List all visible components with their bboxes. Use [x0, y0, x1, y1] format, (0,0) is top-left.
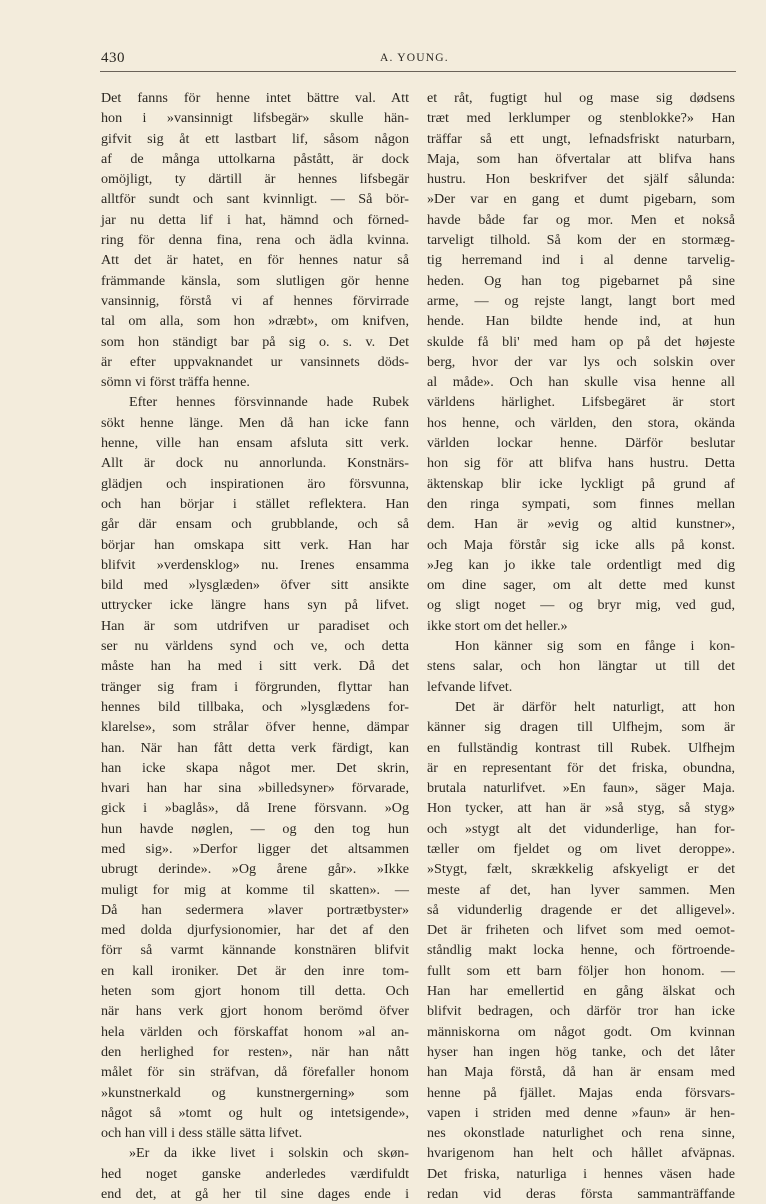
text-line: »Stygt, fælt, skrækkelig afskyeligt er det [427, 861, 735, 878]
text-line: ser nu världens synd och ve, och detta [101, 638, 409, 655]
text-line: meste af det, han lyver sammen. Men [427, 881, 735, 898]
text-line: tal om alla, som hon »dræbt», om knifven, [101, 313, 409, 330]
text-line: ståndlig makt locka henne, och förtroende- [427, 942, 735, 959]
text-line: världens härlighet. Lifsbegäret är stort [427, 394, 735, 411]
text-line: »Jeg kan jo ikke tale ordentligt med dig [427, 556, 735, 573]
text-line: et råt, fugtigt hul og mase sig dødsens [427, 90, 735, 106]
text-line: Hon tycker, att han är »så styg, så styg» [427, 800, 735, 817]
text-line: sökt henne länge. Men då han icke fann [101, 414, 409, 431]
text-line: om dine sager, om alt dette med kunst [427, 577, 735, 594]
text-line: hela världen och förskaffat honom »al an- [101, 1023, 409, 1040]
text-line: och han vill i dess ställe sätta lifvet. [101, 1125, 303, 1142]
text-line: hos henne, och världen, den stora, okända [427, 414, 735, 431]
text-line: blifvit bedragen, och därför tror han icke [427, 1003, 735, 1020]
text-line: Att det är hatet, en för hennes natur så [101, 252, 409, 269]
text-line: klarelse», som strålar öfver henne, dämpar [101, 719, 409, 736]
text-line: är en representant för det friska, obundna, [427, 759, 735, 776]
text-line: han icke skapa något mer. Det skrin, [101, 759, 409, 776]
text-line: ikke stort om det heller.» [427, 617, 568, 634]
text-line: ring för denna fina, rena och ädla kvinna. [101, 232, 409, 249]
text-line: gick i »baglås», då Irene försvann. »Og [101, 800, 409, 817]
text-line: dem. Han är »evig og altid kunstner», [427, 516, 735, 533]
left-column [101, 88, 409, 1204]
text-line: människorna om något godt. Om kvinnan [427, 1023, 735, 1040]
text-line: hennes bild tillbaka, och »lysglædens for- [101, 698, 409, 715]
text-line: Han har emellertid en gång älskat och [427, 983, 735, 1000]
text-line: jar nu detta lif i hat, hämnd och förned- [101, 211, 409, 228]
text-line: hende. Han bildte hende ind, at hun [427, 313, 735, 330]
text-line: hon i »vansinnigt lifsbegär» skulle hän- [101, 110, 409, 127]
text-line: tränger sig fram i förgrunden, flyttar han [101, 678, 409, 695]
text-line: »Der var en gang et dumt pigebarn, som [427, 191, 735, 208]
right-column [427, 88, 735, 1204]
text-line: havde både far og mor. Men et nokså [427, 211, 735, 228]
text-line: Han är som utdrifven ur paradiset och [101, 617, 409, 634]
text-line: en kall ironiker. Det är den inre tom- [101, 962, 409, 979]
text-line: med sig». »Derfor ligger det altsammen [101, 840, 409, 857]
text-line: lefvande lifvet. [427, 678, 513, 695]
text-line: fullt som ett barn följer hon honom. — [427, 962, 735, 979]
text-line: end det, at gå her til sine dages ende i [101, 1186, 409, 1203]
text-line: Det fanns för henne intet bättre val. Att [101, 90, 409, 106]
text-line: han. När han fått detta verk färdigt, kan [101, 739, 409, 756]
text-line: är efter uppvaknandet ur vansinnets döds- [101, 353, 409, 370]
text-line: och »stygt alt det vidunderlige, han for- [427, 820, 735, 837]
text-line: skulde få bli' med ham op på det højeste [427, 333, 735, 350]
text-line: stens salar, och hon längtar ut till det [427, 658, 735, 675]
text-line: hvari han har sina »billedsyner» förvarade, [101, 780, 409, 797]
text-line: alltför sundt och sant kvinnligt. — Så bör- [101, 191, 409, 208]
text-line: uttrycker icke längre hans syn på lifvet. [101, 597, 409, 614]
running-head: A. YOUNG. [380, 52, 449, 64]
text-line: Då han sedermera »laver portrætbyster» [101, 901, 409, 918]
text-line: bild med »lysglæden» öfver sitt ansikte [101, 577, 409, 594]
text-line: och han börjar i stället reflektera. Han [101, 495, 409, 512]
text-line: brutala naturlifvet. »En faun», säger Maja. [427, 780, 735, 797]
text-line: en fullständig kontrast till Rubek. Ulfhejm [427, 739, 735, 756]
text-line: Det är friheten och lifvet som med oemot- [427, 922, 735, 939]
text-line: sömn vi först träffa henne. [101, 374, 250, 391]
text-line: redan vid deras första sammanträffande [427, 1186, 735, 1203]
text-line: och Maja förstår sig icke alls på konst. [427, 536, 735, 553]
text-line: arme, — og rejste langt, langt bort med [427, 292, 735, 309]
text-line: berg, hvor der var lys och solskin over [427, 353, 735, 370]
text-line: hun havde nøglen, — og den tog hun [101, 820, 409, 837]
text-line: ubrugt derinde». »Og årene går». »Ikke [101, 861, 409, 878]
text-line: heten som gjort honom till detta. Och [101, 983, 409, 1000]
text-line: något så »tomt og hult og intetsigende», [101, 1104, 409, 1121]
text-line: »Er da ikke livet i solskin och skøn- [129, 1145, 409, 1162]
text-line: äktenskap blir icke lyckligt på grund af [427, 475, 735, 492]
text-line: känner sig dragen till Ulfhejm, som är [427, 719, 735, 736]
text-line: världen lockar henne. Därför beslutar [427, 435, 735, 452]
text-line: Hon känner sig som en fånge i kon- [455, 638, 735, 655]
text-line: hyser han ingen hög tanke, och det låter [427, 1043, 735, 1060]
text-line: af de många uttolkarna påstått, är dock [101, 150, 409, 167]
text-line: den ringa sympati, som finnes mellan [427, 495, 735, 512]
text-line: heden. Og han tog pigebarnet på sine [427, 272, 735, 289]
text-line: gifvit sig åt ett lastbart lif, såsom någon [101, 130, 409, 147]
text-line: hvarigenom han helt och hållet afväpnas. [427, 1145, 735, 1162]
text-line: vapen i striden med denne »faun» är hen- [427, 1104, 735, 1121]
text-line: henne på fjället. Majas enda försvars- [427, 1084, 735, 1101]
text-line: nes okonstlade naturlighet och rena sinne, [427, 1125, 735, 1142]
text-line: börjar han omskapa sitt verk. Han har [101, 536, 409, 553]
text-line: omöjligt, ty därtill är hennes lifsbegär [101, 171, 409, 188]
text-line: tarveligt tilhold. Så kom der en stormæg- [427, 232, 735, 249]
text-line: som hon ständigt bar på sig o. s. v. Det [101, 333, 409, 350]
text-line: Maja, som han öfvertalar att blifva hans [427, 150, 735, 167]
text-line: går där ensam och grubblande, och så [101, 516, 409, 533]
text-line: tig herremand ind i al denne tarvelig- [427, 252, 735, 269]
text-line: vansinnig, förstå vi af hennes förvirrade [101, 292, 409, 309]
text-line: främmande känsla, som slutligen gör henne [101, 272, 409, 289]
text-line: hustru. Hon beskrifver det själf sålunda: [427, 171, 735, 188]
text-line: så vidunderlig dragende er det alligevel». [427, 901, 735, 918]
page-number: 430 [101, 50, 125, 66]
text-line: den herlighed for resten», när han nått [101, 1043, 409, 1060]
text-line: förr så varmt kännande konstnären blifvit [101, 942, 409, 959]
text-line: Det är därför helt naturligt, att hon [455, 698, 735, 715]
text-line: og sligt noget — og bryr mig, ved gud, [427, 597, 735, 614]
text-line: tæller om fjeldet og om livet deroppe». [427, 840, 735, 857]
text-line: glädjen och inspirationen äro försvunna, [101, 475, 409, 492]
text-line: träffar så ett ungt, lefnadsfriskt naturbarn, [427, 130, 735, 147]
text-line: henne, ville han ensam afsluta sitt verk. [101, 435, 409, 452]
text-line: »kunstnerkald og kunstnergerning» som [101, 1084, 409, 1101]
text-line: muligt for mig at komme til skatten». — [101, 881, 409, 898]
text-line: måste han ha med i sitt verk. Då det [101, 658, 409, 675]
header-rule [100, 71, 736, 72]
text-line: målet för sin sträfvan, då förefaller honom [101, 1064, 409, 1081]
text-line: hon sig för att blifva hans hustru. Detta [427, 455, 735, 472]
text-line: Allt är dock nu annorlunda. Konstnärs- [101, 455, 409, 472]
text-line: när hans verk gjort honom berömd öfver [101, 1003, 409, 1020]
text-line: Efter hennes försvinnande hade Rubek [129, 394, 409, 411]
text-line: med dolda djurfysionomier, har det af den [101, 922, 409, 939]
text-line: blifvit »verdensklog» nu. Irenes ensamma [101, 556, 409, 573]
text-line: hed noget ganske anderledes værdifuldt [101, 1165, 409, 1182]
text-line: træt med lerklumper og stenblokke?» Han [427, 110, 735, 127]
text-line: Det friska, naturliga i hennes väsen hade [427, 1165, 735, 1182]
text-line: han Maja förstå, då han är ensam med [427, 1064, 735, 1081]
text-line: al måde». Och han skulle visa henne all [427, 374, 735, 391]
